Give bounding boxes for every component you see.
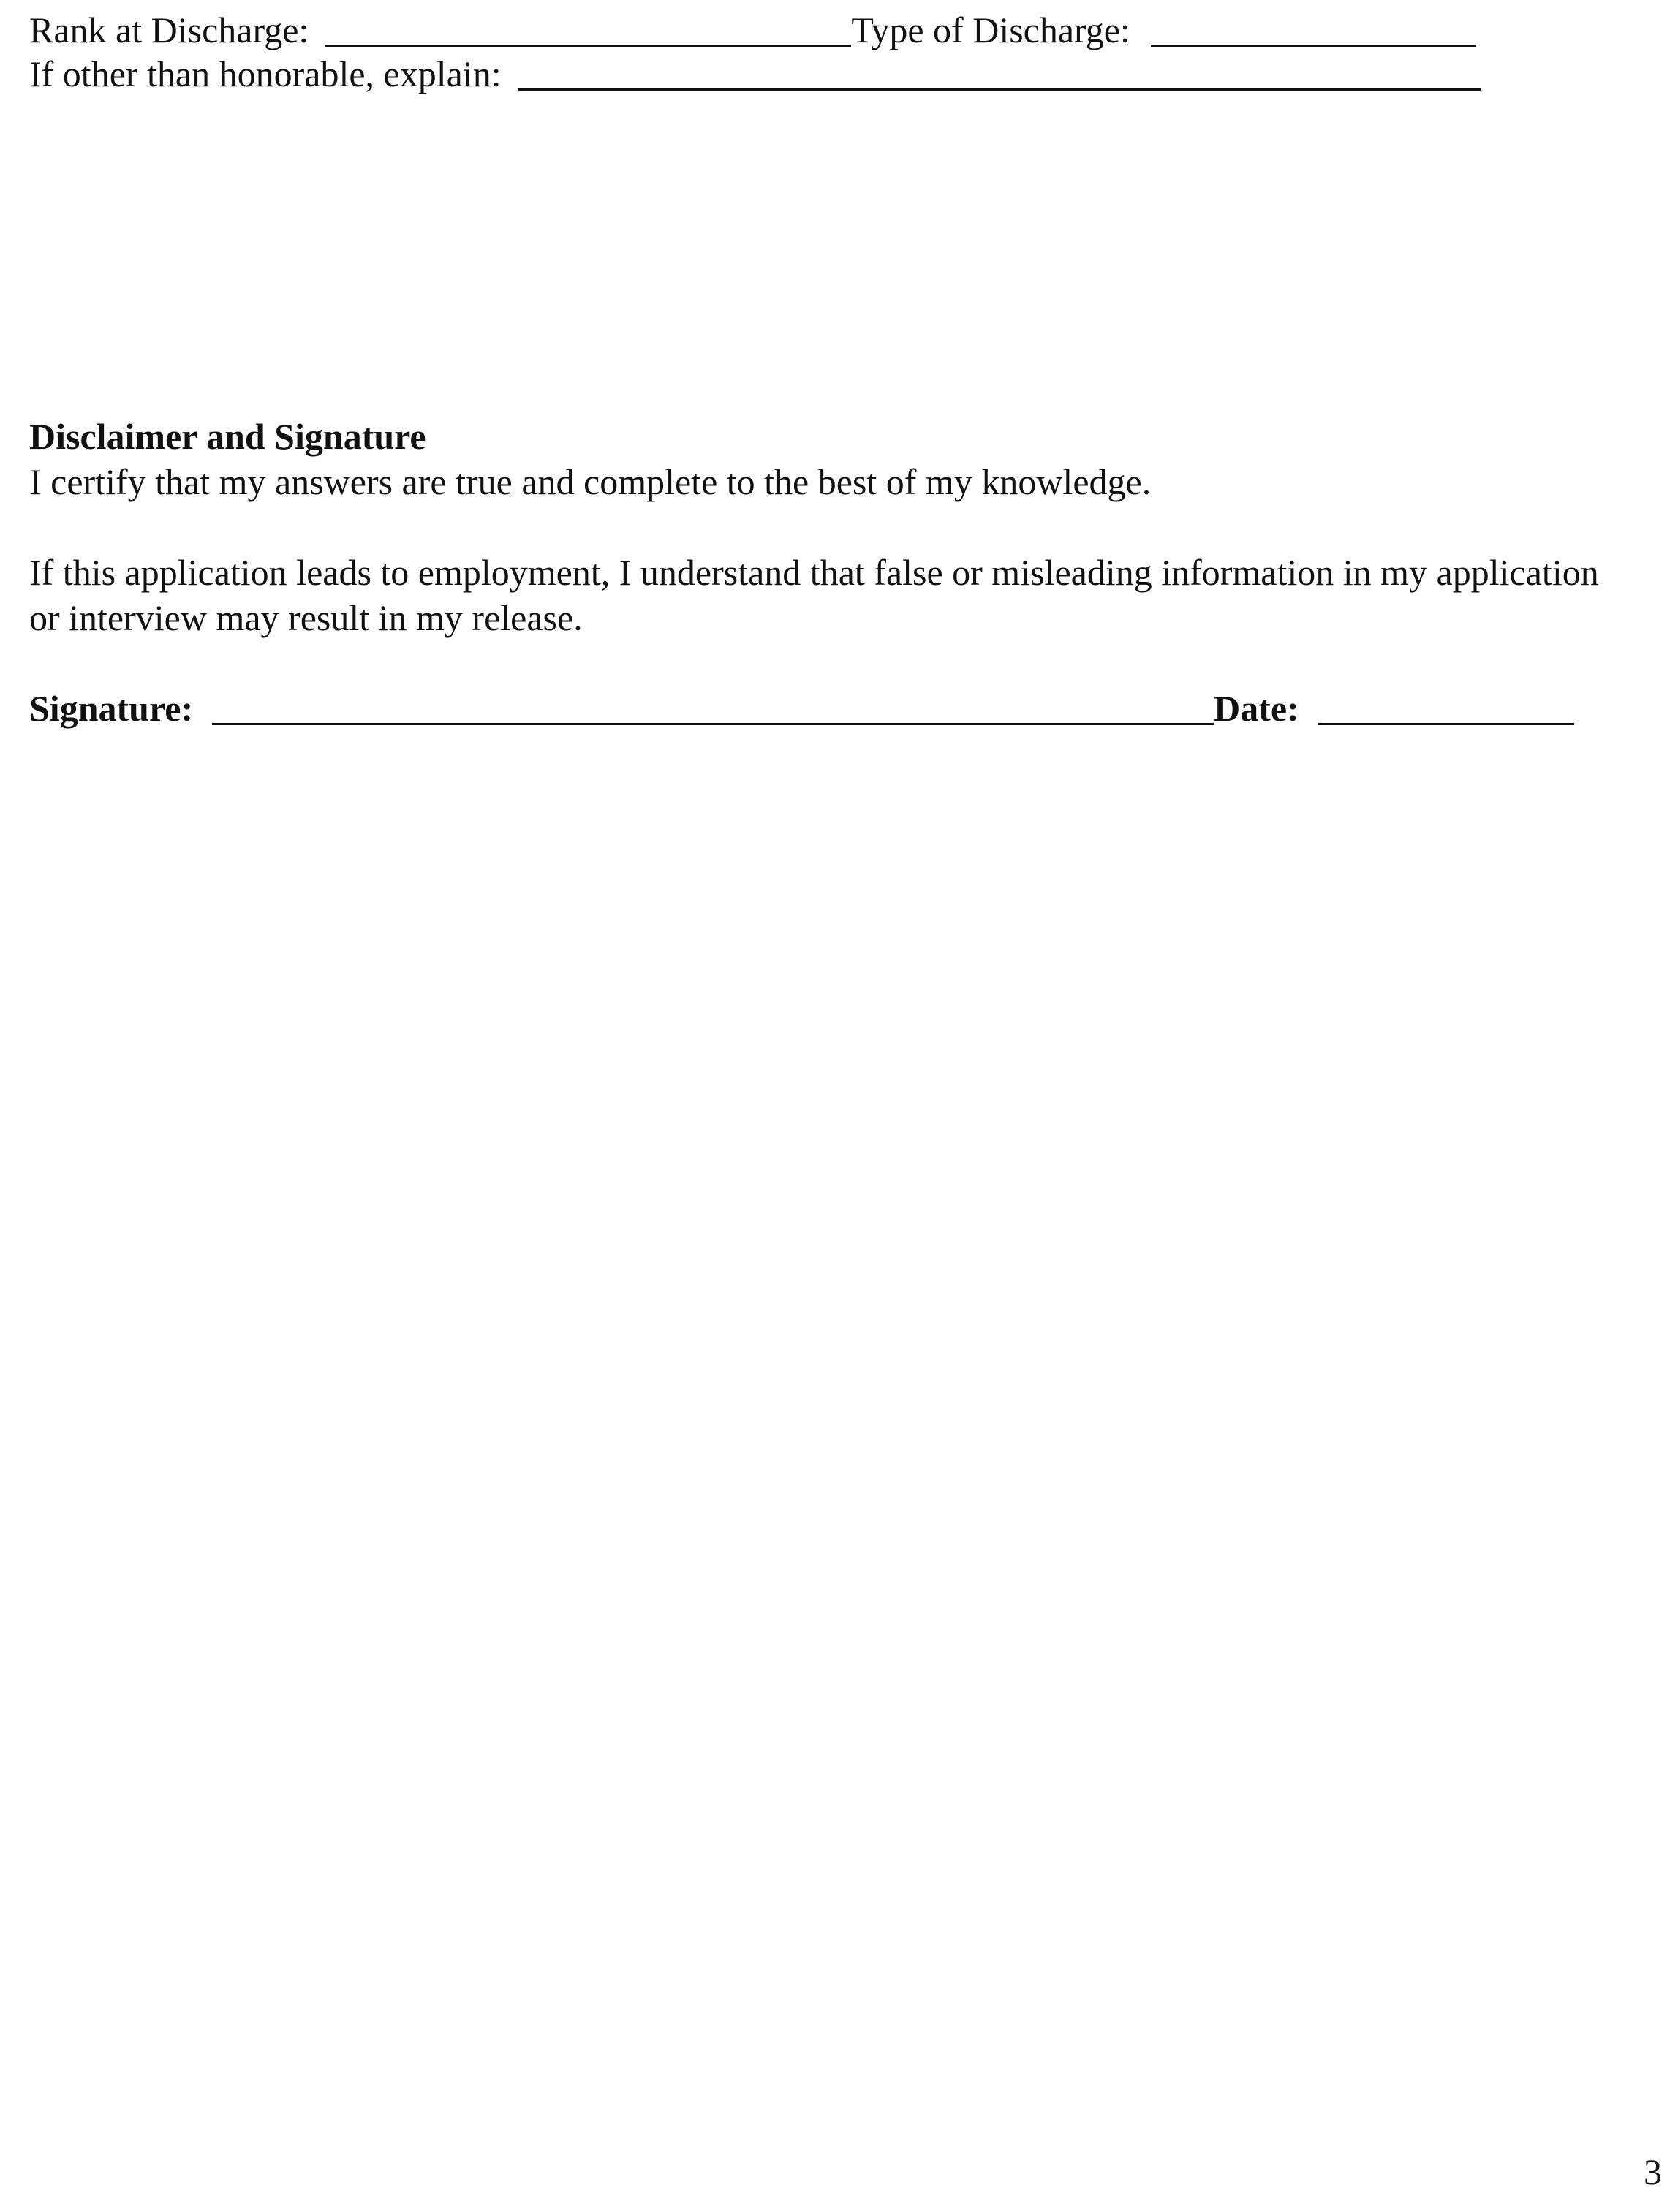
- signature-row: [29, 686, 1574, 731]
- signature-field[interactable]: [212, 689, 1214, 725]
- discharge-explain-field[interactable]: [518, 55, 1481, 91]
- disclaimer-heading: Disclaimer and Signature: [29, 416, 426, 457]
- type-of-discharge-field[interactable]: [1151, 11, 1476, 47]
- type-of-discharge-label: Type of Discharge:: [851, 10, 1130, 50]
- signature-label: Signature:: [29, 688, 194, 729]
- discharge-explain-row: [29, 51, 1481, 96]
- employment-statement: If this application leads to employment, I understand that false or misleading information in my application or interview may result in my release.: [29, 552, 1599, 638]
- rank-at-discharge-label: Rank at Discharge:: [29, 10, 309, 50]
- date-label: Date:: [1214, 688, 1299, 729]
- rank-at-discharge-field[interactable]: [325, 11, 851, 47]
- discharge-explain-label: If other than honorable, explain:: [29, 53, 502, 94]
- page-number: 3: [1644, 2151, 1662, 2192]
- date-field[interactable]: [1318, 689, 1574, 725]
- certify-statement: I certify that my answers are true and complete to the best of my knowledge.: [29, 461, 1152, 502]
- disclaimer-section: [29, 414, 1638, 504]
- discharge-info-row: [29, 7, 1476, 53]
